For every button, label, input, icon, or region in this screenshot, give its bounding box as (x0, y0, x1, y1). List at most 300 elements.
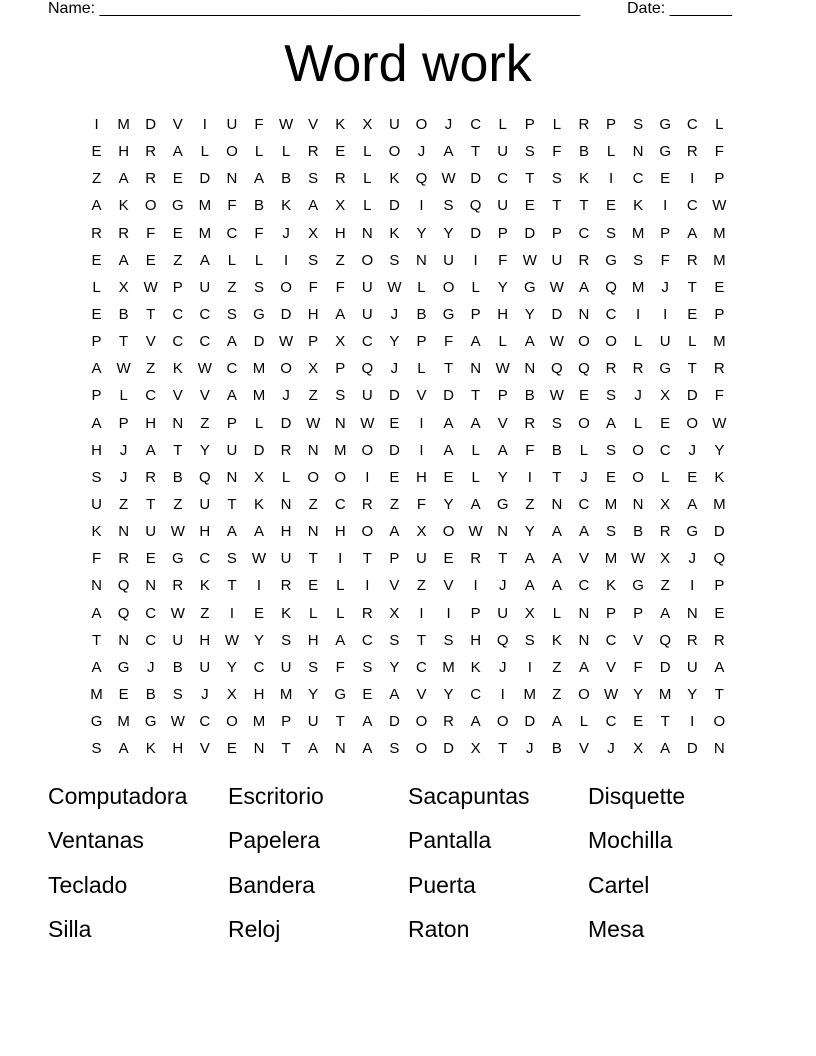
grid-letter[interactable]: X (362, 116, 373, 134)
grid-letter[interactable]: Z (525, 496, 535, 514)
grid-letter[interactable]: P (91, 333, 102, 351)
grid-letter[interactable]: D (659, 658, 671, 676)
grid-letter[interactable]: V (578, 740, 589, 758)
grid-letter[interactable]: L (254, 143, 264, 161)
grid-letter[interactable]: A (145, 441, 156, 459)
grid-letter[interactable]: U (226, 116, 238, 134)
grid-letter[interactable]: E (145, 251, 156, 269)
grid-letter[interactable]: M (90, 686, 103, 704)
grid-letter[interactable]: P (714, 170, 725, 188)
grid-letter[interactable]: J (390, 360, 399, 378)
grid-letter[interactable]: T (471, 387, 481, 405)
grid-letter[interactable]: R (307, 143, 319, 161)
grid-letter[interactable]: S (633, 116, 644, 134)
grid-letter[interactable]: G (253, 306, 265, 324)
grid-letter[interactable]: L (227, 251, 237, 269)
grid-letter[interactable]: M (117, 713, 130, 731)
grid-letter[interactable]: L (552, 116, 562, 134)
grid-letter[interactable]: D (524, 713, 536, 731)
grid-letter[interactable]: A (91, 604, 102, 622)
grid-letter[interactable]: F (633, 658, 643, 676)
grid-letter[interactable]: K (172, 360, 183, 378)
grid-letter[interactable]: S (606, 224, 617, 242)
grid-letter[interactable]: M (713, 224, 726, 242)
grid-letter[interactable]: W (522, 251, 537, 269)
grid-letter[interactable]: O (578, 414, 590, 432)
grid-letter[interactable]: O (226, 143, 238, 161)
grid-letter[interactable]: V (199, 740, 210, 758)
grid-letter[interactable]: B (281, 170, 292, 188)
grid-letter[interactable]: H (334, 523, 346, 541)
grid-letter[interactable]: T (552, 197, 562, 215)
grid-letter[interactable]: H (470, 631, 482, 649)
grid-letter[interactable]: A (687, 496, 698, 514)
grid-letter[interactable]: N (713, 740, 725, 758)
grid-letter[interactable]: C (145, 631, 157, 649)
grid-letter[interactable]: A (524, 333, 535, 351)
grid-letter[interactable]: M (713, 496, 726, 514)
grid-letter[interactable]: K (389, 224, 400, 242)
grid-letter[interactable]: G (90, 713, 103, 731)
grid-letter[interactable]: C (470, 116, 482, 134)
grid-letter[interactable]: M (198, 224, 212, 242)
grid-letter[interactable]: M (252, 387, 266, 405)
grid-letter[interactable]: Q (659, 631, 672, 649)
grid-letter[interactable]: T (498, 550, 508, 568)
grid-letter[interactable]: W (170, 604, 185, 622)
grid-letter[interactable]: C (334, 496, 346, 514)
grid-letter[interactable]: A (551, 523, 562, 541)
grid-letter[interactable]: L (661, 468, 670, 486)
grid-letter[interactable]: X (660, 550, 671, 568)
grid-letter[interactable]: P (416, 333, 427, 351)
grid-letter[interactable]: S (226, 550, 237, 568)
grid-letter[interactable]: I (690, 713, 695, 731)
grid-letter[interactable]: G (523, 278, 536, 296)
grid-letter[interactable]: A (443, 441, 454, 459)
grid-letter[interactable]: C (686, 116, 698, 134)
grid-letter[interactable]: X (335, 333, 346, 351)
grid-letter[interactable]: O (361, 523, 374, 541)
grid-letter[interactable]: C (605, 713, 617, 731)
grid-letter[interactable]: F (335, 658, 345, 676)
grid-letter[interactable]: E (172, 224, 183, 242)
grid-letter[interactable]: L (336, 577, 345, 595)
grid-letter[interactable]: A (714, 658, 725, 676)
grid-letter[interactable]: N (118, 631, 130, 649)
grid-letter[interactable]: R (443, 713, 454, 731)
grid-letter[interactable]: B (145, 686, 156, 704)
grid-letter[interactable]: O (496, 713, 509, 731)
grid-letter[interactable]: L (417, 360, 426, 378)
grid-letter[interactable]: Y (443, 496, 454, 514)
grid-letter[interactable]: U (361, 387, 373, 405)
name-field[interactable]: Name: ______________________________________________________ (48, 0, 581, 17)
grid-letter[interactable]: T (714, 686, 724, 704)
grid-letter[interactable]: G (659, 143, 672, 161)
grid-letter[interactable]: S (443, 631, 454, 649)
grid-letter[interactable]: S (443, 197, 454, 215)
grid-letter[interactable]: Y (443, 224, 454, 242)
grid-letter[interactable]: J (119, 468, 128, 486)
grid-letter[interactable]: R (145, 170, 157, 188)
grid-letter[interactable]: A (254, 170, 265, 188)
grid-letter[interactable]: E (226, 740, 237, 758)
grid-letter[interactable]: E (389, 468, 400, 486)
grid-letter[interactable]: V (308, 116, 319, 134)
grid-letter[interactable]: J (688, 441, 696, 459)
grid-letter[interactable]: X (660, 387, 671, 405)
grid-letter[interactable]: C (659, 441, 671, 459)
grid-letter[interactable]: F (525, 441, 535, 459)
grid-letter[interactable]: G (144, 713, 157, 731)
grid-letter[interactable]: E (145, 550, 156, 568)
grid-letter[interactable]: I (473, 577, 478, 595)
grid-letter[interactable]: J (282, 224, 290, 242)
grid-letter[interactable]: N (172, 414, 184, 432)
grid-letter[interactable]: I (527, 658, 532, 676)
grid-letter[interactable]: I (94, 116, 99, 134)
grid-letter[interactable]: I (202, 116, 207, 134)
grid-letter[interactable]: R (280, 577, 292, 595)
grid-letter[interactable]: J (688, 550, 696, 568)
grid-letter[interactable]: N (307, 523, 319, 541)
grid-letter[interactable]: E (443, 468, 454, 486)
grid-letter[interactable]: W (441, 170, 456, 188)
grid-letter[interactable]: P (470, 604, 481, 622)
grid-letter[interactable]: V (145, 333, 156, 351)
grid-letter[interactable]: P (226, 414, 237, 432)
grid-letter[interactable]: C (470, 686, 482, 704)
grid-letter[interactable]: K (199, 577, 210, 595)
grid-letter[interactable]: J (146, 658, 155, 676)
grid-letter[interactable]: E (308, 577, 319, 595)
grid-letter[interactable]: Y (416, 224, 427, 242)
grid-letter[interactable]: H (416, 468, 427, 486)
grid-letter[interactable]: S (308, 170, 319, 188)
grid-letter[interactable]: D (199, 170, 211, 188)
grid-letter[interactable]: W (306, 414, 321, 432)
grid-letter[interactable]: L (281, 143, 291, 161)
grid-letter[interactable]: S (91, 740, 102, 758)
grid-letter[interactable]: J (661, 278, 669, 296)
grid-letter[interactable]: M (604, 496, 618, 514)
grid-letter[interactable]: V (578, 550, 589, 568)
grid-letter[interactable]: O (280, 278, 292, 296)
grid-letter[interactable]: D (280, 306, 292, 324)
grid-letter[interactable]: C (578, 496, 590, 514)
grid-letter[interactable]: N (145, 577, 157, 595)
grid-letter[interactable]: A (551, 550, 562, 568)
grid-letter[interactable]: W (631, 550, 646, 568)
grid-letter[interactable]: S (606, 441, 617, 459)
grid-letter[interactable]: A (91, 197, 102, 215)
grid-letter[interactable]: I (284, 251, 289, 269)
grid-letter[interactable]: Y (524, 523, 535, 541)
grid-letter[interactable]: D (253, 333, 265, 351)
grid-letter[interactable]: M (198, 197, 212, 215)
grid-letter[interactable]: U (226, 441, 238, 459)
grid-letter[interactable]: K (91, 523, 102, 541)
grid-letter[interactable]: T (443, 360, 454, 378)
grid-letter[interactable]: Z (552, 686, 562, 704)
grid-letter[interactable]: H (280, 523, 292, 541)
grid-letter[interactable]: R (686, 143, 698, 161)
grid-letter[interactable]: I (365, 468, 370, 486)
grid-letter[interactable]: E (606, 468, 617, 486)
grid-letter[interactable]: B (551, 740, 562, 758)
grid-letter[interactable]: T (119, 333, 129, 351)
grid-letter[interactable]: W (116, 360, 131, 378)
grid-letter[interactable]: Q (361, 360, 374, 378)
grid-letter[interactable]: O (388, 143, 401, 161)
grid-letter[interactable]: T (687, 278, 697, 296)
grid-letter[interactable]: T (227, 577, 237, 595)
grid-letter[interactable]: I (473, 251, 478, 269)
grid-letter[interactable]: B (551, 441, 562, 459)
grid-letter[interactable]: B (633, 523, 644, 541)
grid-letter[interactable]: Q (496, 631, 509, 649)
grid-letter[interactable]: L (471, 441, 480, 459)
grid-letter[interactable]: N (470, 360, 482, 378)
grid-letter[interactable]: U (361, 306, 373, 324)
grid-letter[interactable]: Y (633, 686, 644, 704)
grid-letter[interactable]: C (361, 631, 373, 649)
grid-letter[interactable]: Z (173, 251, 183, 269)
grid-letter[interactable]: A (470, 496, 481, 514)
grid-letter[interactable]: L (92, 278, 101, 296)
grid-letter[interactable]: J (580, 468, 588, 486)
grid-letter[interactable]: Y (389, 333, 400, 351)
grid-letter[interactable]: N (416, 251, 427, 269)
grid-letter[interactable]: N (551, 496, 563, 514)
grid-letter[interactable]: A (172, 143, 183, 161)
grid-letter[interactable]: V (416, 686, 427, 704)
grid-letter[interactable]: C (199, 713, 211, 731)
grid-letter[interactable]: W (170, 523, 185, 541)
grid-letter[interactable]: S (389, 740, 400, 758)
grid-letter[interactable]: C (605, 631, 617, 649)
grid-letter[interactable]: E (443, 550, 454, 568)
grid-letter[interactable]: T (173, 441, 183, 459)
grid-letter[interactable]: L (688, 333, 697, 351)
grid-letter[interactable]: S (633, 251, 644, 269)
grid-letter[interactable]: H (497, 306, 509, 324)
grid-letter[interactable]: A (443, 414, 454, 432)
grid-letter[interactable]: W (251, 550, 267, 568)
grid-letter[interactable]: O (307, 468, 319, 486)
grid-letter[interactable]: P (172, 278, 183, 296)
grid-letter[interactable]: N (253, 740, 265, 758)
grid-letter[interactable]: C (145, 604, 157, 622)
grid-letter[interactable]: B (524, 387, 535, 405)
grid-letter[interactable]: K (578, 170, 589, 188)
grid-letter[interactable]: Y (389, 658, 400, 676)
grid-letter[interactable]: S (172, 686, 183, 704)
grid-letter[interactable]: S (91, 468, 102, 486)
grid-letter[interactable]: M (279, 686, 293, 704)
grid-letter[interactable]: R (361, 604, 373, 622)
grid-letter[interactable]: G (605, 251, 617, 269)
grid-letter[interactable]: H (91, 441, 102, 459)
grid-letter[interactable]: A (470, 713, 481, 731)
grid-letter[interactable]: L (498, 116, 507, 134)
grid-letter[interactable]: V (389, 577, 400, 595)
grid-letter[interactable]: A (389, 686, 400, 704)
grid-letter[interactable]: F (335, 278, 345, 296)
grid-letter[interactable]: D (470, 224, 482, 242)
grid-letter[interactable]: Q (117, 604, 130, 622)
grid-letter[interactable]: T (146, 496, 156, 514)
grid-letter[interactable]: P (660, 224, 671, 242)
grid-letter[interactable]: W (712, 197, 727, 215)
grid-letter[interactable]: B (172, 468, 183, 486)
grid-letter[interactable]: U (199, 278, 211, 296)
grid-letter[interactable]: R (91, 224, 102, 242)
grid-letter[interactable]: E (335, 143, 346, 161)
grid-letter[interactable]: Y (443, 686, 454, 704)
grid-letter[interactable]: L (308, 604, 318, 622)
grid-letter[interactable]: P (524, 116, 535, 134)
grid-letter[interactable]: P (497, 387, 508, 405)
grid-letter[interactable]: L (363, 143, 372, 161)
grid-letter[interactable]: U (388, 116, 400, 134)
grid-letter[interactable]: L (119, 387, 128, 405)
grid-letter[interactable]: A (578, 658, 589, 676)
grid-letter[interactable]: G (632, 577, 644, 595)
grid-letter[interactable]: T (552, 468, 562, 486)
grid-letter[interactable]: S (524, 631, 535, 649)
grid-letter[interactable]: A (91, 658, 102, 676)
grid-letter[interactable]: Y (308, 686, 319, 704)
grid-letter[interactable]: L (471, 468, 480, 486)
grid-letter[interactable]: C (578, 577, 590, 595)
grid-letter[interactable]: D (443, 740, 454, 758)
grid-letter[interactable]: Y (687, 686, 698, 704)
grid-letter[interactable]: R (172, 577, 184, 595)
grid-letter[interactable]: W (712, 414, 727, 432)
grid-letter[interactable]: N (226, 468, 238, 486)
grid-letter[interactable]: A (660, 740, 671, 758)
grid-letter[interactable]: N (91, 577, 102, 595)
grid-letter[interactable]: E (660, 414, 671, 432)
grid-letter[interactable]: L (471, 278, 480, 296)
grid-letter[interactable]: U (307, 713, 319, 731)
grid-letter[interactable]: S (308, 658, 319, 676)
grid-letter[interactable]: X (660, 496, 671, 514)
grid-letter[interactable]: P (497, 224, 508, 242)
grid-letter[interactable]: D (388, 713, 400, 731)
grid-letter[interactable]: B (416, 306, 427, 324)
grid-letter[interactable]: I (365, 577, 370, 595)
grid-letter[interactable]: K (470, 658, 481, 676)
grid-letter[interactable]: U (199, 496, 211, 514)
grid-letter[interactable]: K (633, 197, 644, 215)
grid-letter[interactable]: W (279, 116, 294, 134)
grid-letter[interactable]: M (631, 278, 645, 296)
grid-letter[interactable]: V (633, 631, 644, 649)
grid-letter[interactable]: D (686, 740, 698, 758)
grid-letter[interactable]: O (686, 414, 699, 432)
grid-letter[interactable]: X (633, 740, 644, 758)
grid-letter[interactable]: E (362, 686, 373, 704)
grid-letter[interactable]: H (145, 414, 157, 432)
grid-letter[interactable]: V (606, 658, 617, 676)
grid-letter[interactable]: O (361, 251, 374, 269)
grid-letter[interactable]: R (361, 496, 373, 514)
grid-letter[interactable]: U (497, 197, 509, 215)
grid-letter[interactable]: G (171, 550, 184, 568)
grid-letter[interactable]: J (526, 740, 534, 758)
grid-letter[interactable]: A (308, 197, 319, 215)
grid-letter[interactable]: X (470, 740, 481, 758)
grid-letter[interactable]: O (442, 523, 455, 541)
grid-letter[interactable]: T (91, 631, 102, 649)
grid-letter[interactable]: A (578, 523, 589, 541)
grid-letter[interactable]: W (549, 278, 564, 296)
date-field[interactable]: Date: _______ (627, 0, 732, 17)
grid-letter[interactable]: R (280, 441, 292, 459)
grid-letter[interactable]: U (280, 658, 292, 676)
grid-letter[interactable]: W (170, 713, 185, 731)
grid-letter[interactable]: L (281, 468, 291, 486)
grid-letter[interactable]: S (308, 251, 319, 269)
grid-letter[interactable]: N (226, 170, 238, 188)
grid-letter[interactable]: C (578, 224, 590, 242)
grid-letter[interactable]: F (227, 197, 237, 215)
grid-letter[interactable]: M (117, 116, 130, 134)
grid-letter[interactable]: E (91, 306, 102, 324)
grid-letter[interactable]: P (633, 604, 644, 622)
grid-letter[interactable]: U (280, 550, 292, 568)
grid-letter[interactable]: S (389, 251, 400, 269)
grid-letter[interactable]: I (690, 170, 695, 188)
grid-letter[interactable]: V (416, 387, 427, 405)
grid-letter[interactable]: E (687, 468, 698, 486)
grid-letter[interactable]: Z (335, 251, 345, 269)
grid-letter[interactable]: H (172, 740, 184, 758)
grid-letter[interactable]: S (551, 170, 562, 188)
grid-letter[interactable]: A (524, 577, 535, 595)
grid-letter[interactable]: T (281, 740, 291, 758)
grid-letter[interactable]: Y (199, 441, 210, 459)
grid-letter[interactable]: A (578, 278, 589, 296)
grid-letter[interactable]: B (578, 143, 589, 161)
grid-letter[interactable]: F (254, 224, 264, 242)
grid-letter[interactable]: R (578, 251, 590, 269)
grid-letter[interactable]: T (416, 631, 427, 649)
grid-letter[interactable]: A (118, 740, 129, 758)
grid-letter[interactable]: A (362, 713, 373, 731)
grid-letter[interactable]: R (686, 631, 698, 649)
grid-letter[interactable]: U (145, 523, 157, 541)
grid-letter[interactable]: I (229, 604, 235, 622)
grid-letter[interactable]: J (444, 116, 453, 134)
grid-letter[interactable]: E (389, 414, 400, 432)
grid-letter[interactable]: C (632, 170, 644, 188)
grid-letter[interactable]: S (389, 631, 400, 649)
grid-letter[interactable]: O (578, 333, 590, 351)
grid-letter[interactable]: A (335, 306, 346, 324)
grid-letter[interactable]: J (119, 441, 128, 459)
grid-letter[interactable]: B (172, 658, 183, 676)
grid-letter[interactable]: G (686, 523, 699, 541)
grid-letter[interactable]: A (226, 523, 237, 541)
grid-letter[interactable]: X (335, 197, 346, 215)
grid-letter[interactable]: N (280, 496, 292, 514)
grid-letter[interactable]: P (118, 414, 129, 432)
grid-letter[interactable]: L (552, 604, 562, 622)
